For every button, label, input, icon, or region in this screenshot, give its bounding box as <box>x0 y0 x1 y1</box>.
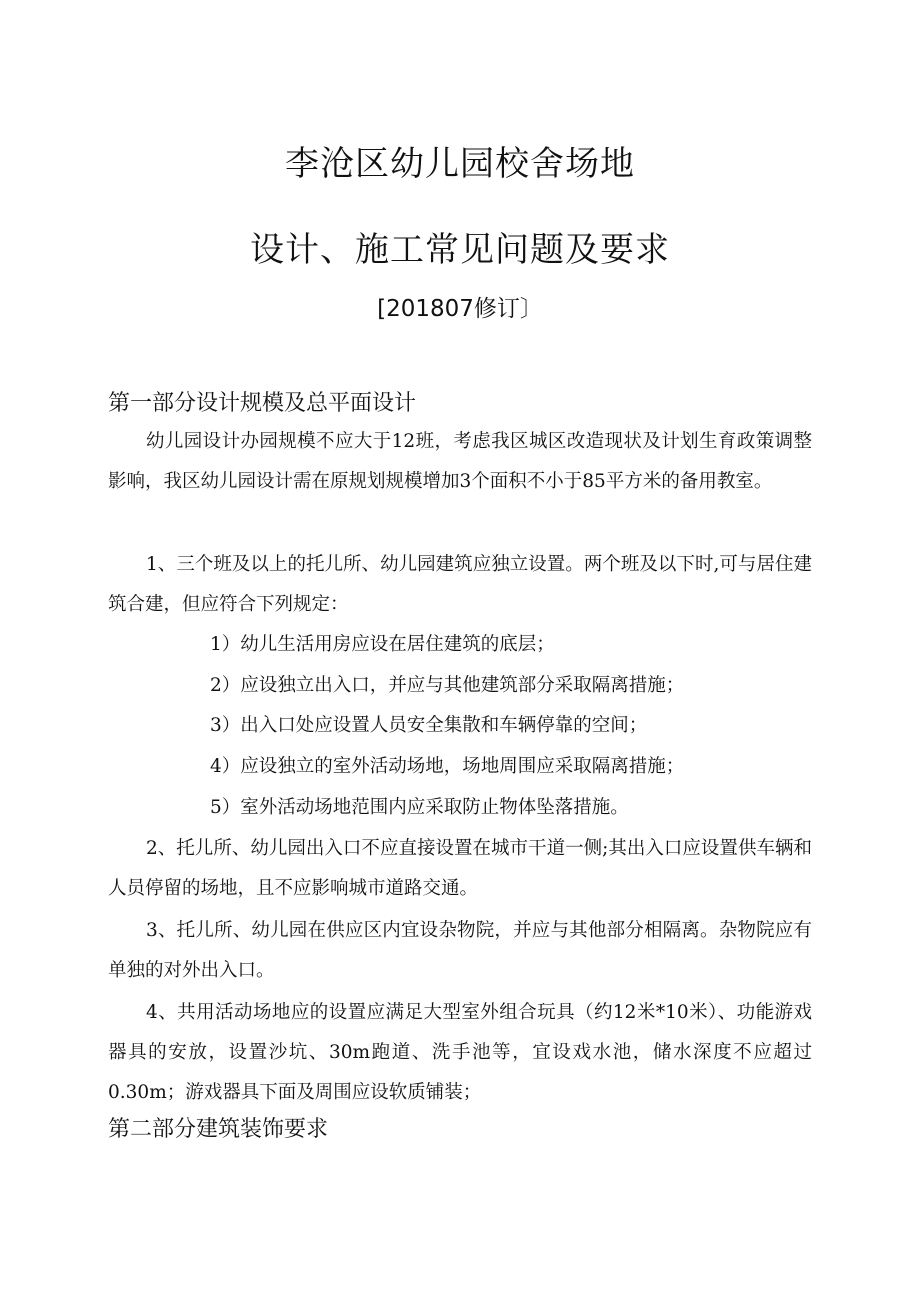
sub-item-2: 2）应设独立出入口，并应与其他建筑部分采取隔离措施； <box>210 675 685 696</box>
sub-item-4: 4）应设独立的室外活动场地，场地周围应采取隔离措施； <box>210 756 685 777</box>
paragraph-item3: 3、托儿所、幼儿园在供应区内宜设杂物院，并应与其他部分相隔离。杂物院应有单独的对外出入口。 <box>108 920 812 981</box>
section-heading-part2: 第二部分建筑装饰要求 <box>108 1117 329 1142</box>
document-title-line1: 李沧区幼儿园校舍场地 <box>285 144 635 184</box>
sub-item-5: 5）室外活动场地范围内应采取防止物体坠落措施。 <box>210 797 629 818</box>
sub-item-1: 1）幼儿生活用房应设在居住建筑的底层； <box>210 634 555 655</box>
document-title-line2: 设计、施工常见问题及要求 <box>250 230 670 270</box>
section-heading-part1: 第一部分设计规模及总平面设计 <box>108 391 417 416</box>
revision-note: [201807修订〕 <box>377 296 543 322</box>
paragraph-intro: 幼儿园设计办园规模不应大于12班，考虑我区城区改造现状及计划生育政策调整影响，我区幼儿园设计需在原规划规模增加3个面积不小于85平方米的备用教室。 <box>108 431 812 492</box>
paragraph-item4: 4、共用活动场地应的设置应满足大型室外组合玩具（约12米*10米）、功能游戏器具的安放，设置沙坑、30m跑道、洗手池等，宜设戏水池，储水深度不应超过0.30m；游戏器具下面及周围应设软质铺装； <box>108 1002 812 1103</box>
paragraph-item1: 1、三个班及以上的托儿所、幼儿园建筑应独立设置。两个班及以下时,可与居住建筑合建，但应符合下列规定： <box>108 554 812 615</box>
sub-item-3: 3）出入口处应设置人员安全集散和车辆停靠的空间； <box>210 715 648 736</box>
paragraph-item2: 2、托儿所、幼儿园出入口不应直接设置在城市干道一侧;其出入口应设置供车辆和人员停留的场地，且不应影响城市道路交通。 <box>108 838 812 899</box>
